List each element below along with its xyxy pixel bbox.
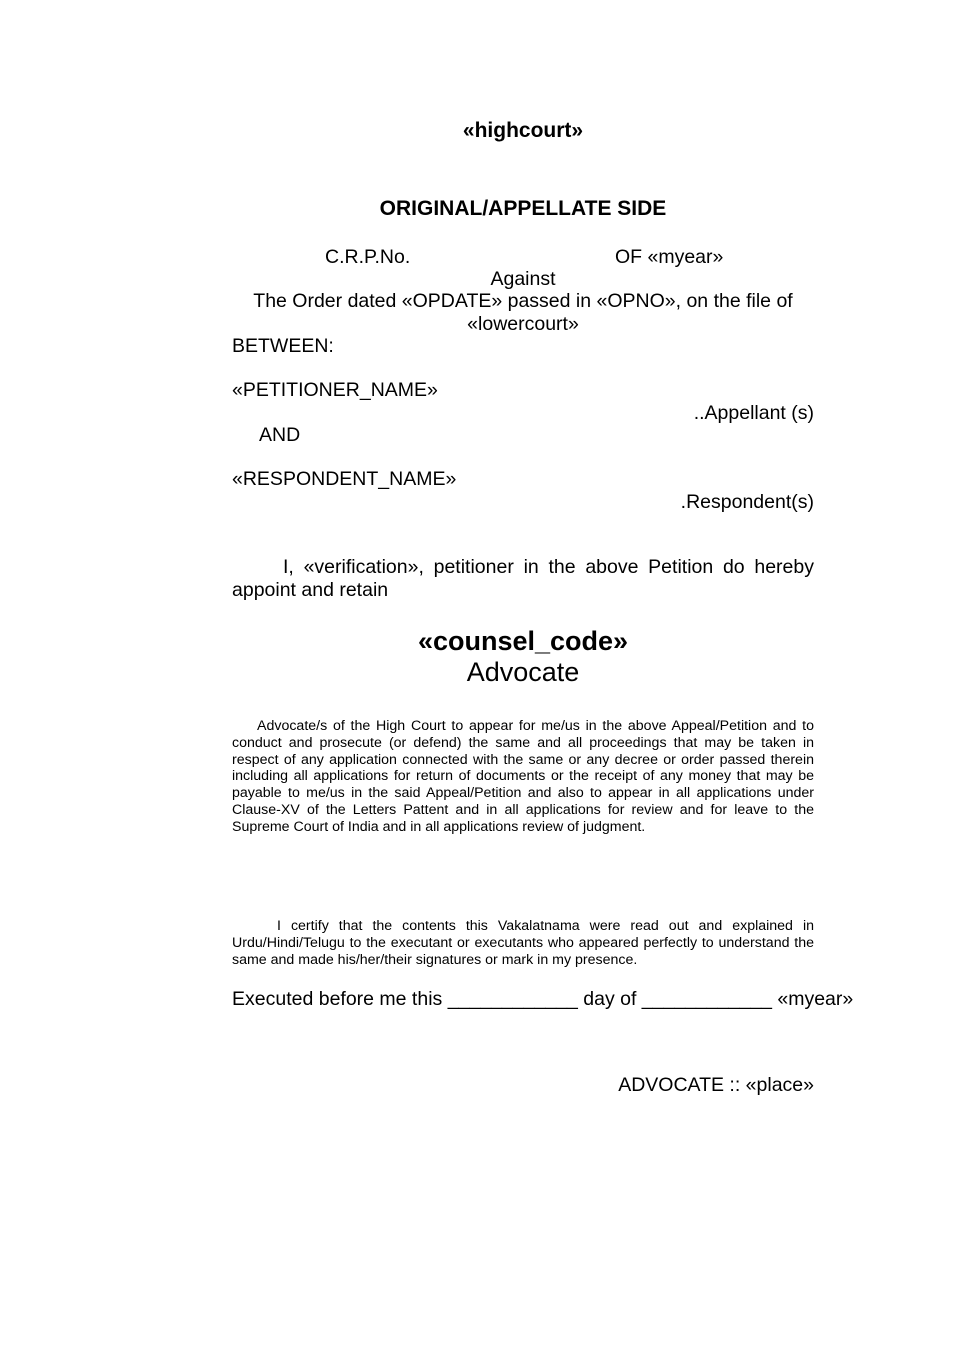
case-year-label: OF «myear» — [615, 246, 724, 268]
petitioner-name: «PETITIONER_NAME» — [232, 379, 438, 401]
advocate-title: Advocate — [466, 657, 580, 687]
between-label: BETWEEN: — [232, 335, 334, 357]
order-line: The Order dated «OPDATE» passed in «OPNO», on the file of — [253, 290, 793, 312]
execution-line: Executed before me this ____________ day of ____________ «myear» — [232, 988, 854, 1010]
authority-paragraph: Advocate/s of the High Court to appear for me/us in the above Appeal/Petition and to conduct and prosecute (or defend) the same and all proceedings that may be taken in respect of any application connected with the same or any decree or order passed therein including all applications for return of documents or the receipt of any money that may be payable to me/us in the said Appeal/Petition and also to appear in all applications under Clause-XV of the Letters Pattent and in all applications for review and for leave to the Supreme Court of India and in all applications review of judgment. — [232, 718, 814, 835]
side-title: ORIGINAL/APPELLATE SIDE — [379, 197, 667, 220]
appellant-label: ..Appellant (s) — [693, 402, 814, 424]
against-label: Against — [490, 268, 556, 290]
and-label: AND — [259, 424, 301, 446]
crp-number-label: C.R.P.No. — [325, 246, 411, 268]
advocate-signature: ADVOCATE :: «place» — [618, 1074, 814, 1096]
court-name: «highcourt» — [462, 119, 584, 142]
respondent-label: .Respondent(s) — [680, 491, 814, 513]
respondent-name: «RESPONDENT_NAME» — [232, 468, 457, 490]
certification-paragraph: I certify that the contents this Vakalatnama were read out and explained in Urdu/Hindi/Telugu to the executant or executants who appeared perfectly to understand the same and made his/her/their signatures or mark in my presence. — [232, 918, 814, 968]
lower-court: «lowercourt» — [467, 313, 579, 335]
counsel-code: «counsel_code» — [417, 626, 629, 656]
appointment-paragraph: I, «verification», petitioner in the above Petition do hereby appoint and retain — [232, 556, 814, 601]
